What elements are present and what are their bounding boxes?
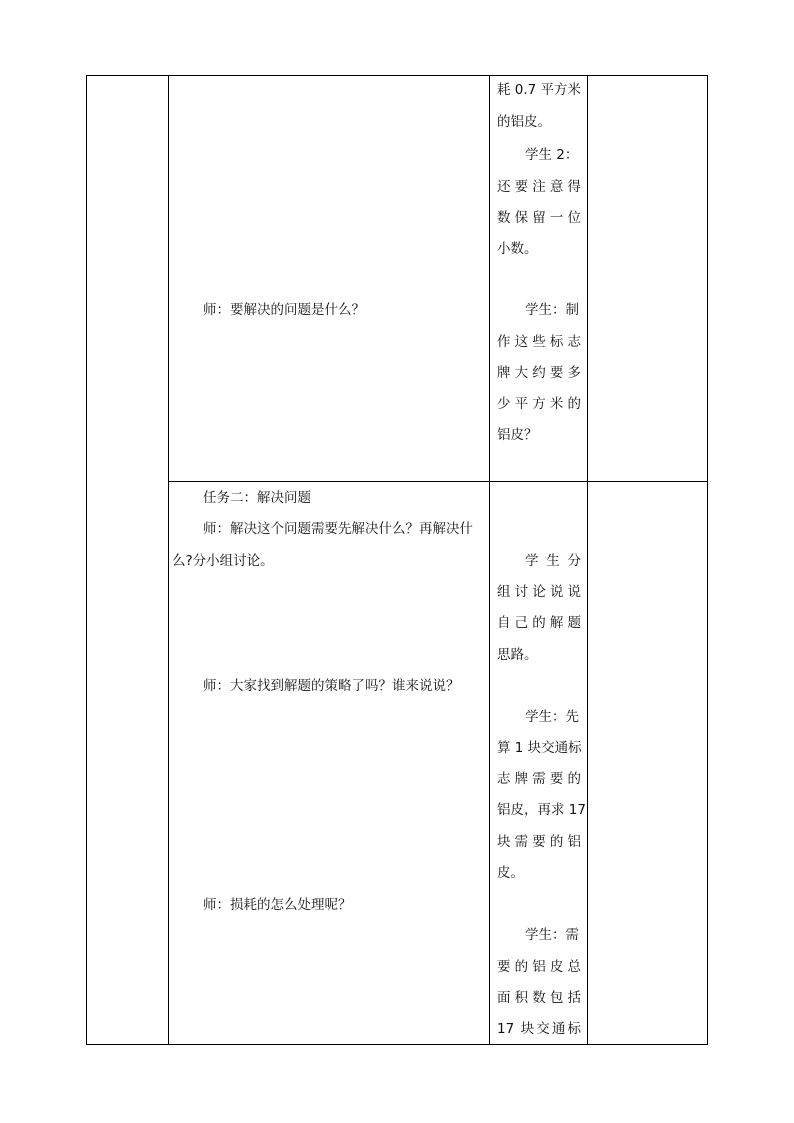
table-top-border [86, 75, 708, 76]
student-text-line: 少平方米的 [497, 396, 581, 412]
student-text-line: 铝皮，再求 17 [497, 802, 586, 818]
student-text-line: 算 1 块交通标 [497, 740, 582, 756]
teacher-question-loss: 师：损耗的怎么处理呢？ [203, 897, 352, 913]
teacher-question-line: 么?分小组讨论。 [172, 553, 274, 569]
student-text-line: 牌大约要多 [497, 365, 581, 381]
column-divider-2 [489, 75, 490, 1045]
student-answer-label: 学生：制 [525, 302, 579, 318]
student-text-line: 小数。 [497, 241, 538, 257]
student-text-line: 皮。 [497, 865, 524, 881]
student-text-line: 铝皮？ [497, 427, 538, 443]
table-left-border [86, 75, 87, 1045]
teacher-question-strategy: 师：大家找到解题的策略了吗？谁来说说？ [203, 678, 460, 694]
column-divider-1 [168, 75, 169, 1045]
task-title: 任务二：解决问题 [203, 490, 311, 506]
table-bottom-border [86, 1044, 708, 1045]
row-divider [168, 481, 708, 482]
student-text-line: 作这些标志 [497, 334, 581, 350]
student-answer-label: 学生：需 [525, 927, 579, 943]
student-text-line: 17 块交通标 [497, 1021, 581, 1037]
table-right-border [707, 75, 708, 1045]
student-2-label: 学生 2： [525, 147, 579, 163]
student-text-line: 的铝皮。 [497, 114, 551, 130]
student-answer-label: 学生分 [525, 553, 581, 569]
student-text-line: 要的铝皮总 [497, 959, 581, 975]
column-divider-3 [587, 75, 588, 1045]
student-text-line: 面积数包括 [497, 990, 581, 1006]
student-text-line: 数保留一位 [497, 210, 581, 226]
student-answer-label: 学生：先 [525, 709, 579, 725]
student-text-line: 志牌需要的 [497, 771, 581, 787]
student-text-line: 自己的解题 [497, 615, 581, 631]
teacher-question-line: 师：解决这个问题需要先解决什么？再解决什 [203, 521, 473, 537]
student-text-line: 块需要的铝 [497, 834, 581, 850]
student-text-line: 还要注意得 [497, 179, 581, 195]
student-text-line: 思路。 [497, 647, 538, 663]
teacher-question-problem: 师：要解决的问题是什么？ [203, 302, 365, 318]
student-text-line: 耗 0.7 平方米 [497, 82, 582, 98]
student-text-line: 组讨论说说 [497, 584, 581, 600]
